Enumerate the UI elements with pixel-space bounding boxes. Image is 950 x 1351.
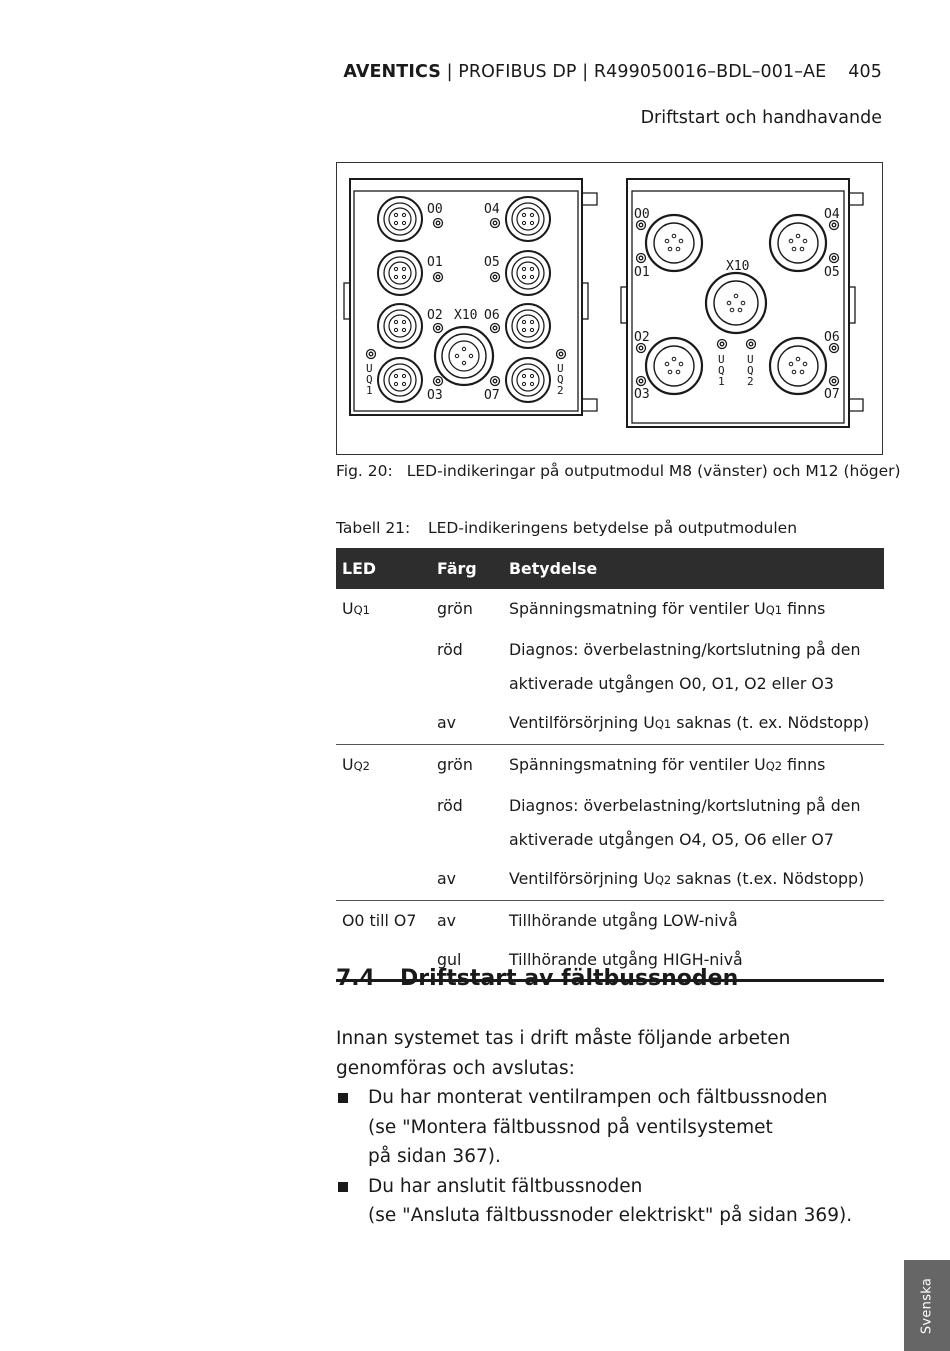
section-number: 7.4 bbox=[336, 966, 375, 991]
m8-label-o7: O7 bbox=[484, 388, 500, 403]
list-line: Du har anslutit fältbussnoden bbox=[368, 1175, 643, 1197]
chapter-header: Driftstart och handhavande bbox=[640, 108, 882, 128]
led-cell bbox=[336, 825, 431, 859]
color-cell bbox=[431, 825, 503, 859]
module-drawing bbox=[337, 163, 884, 456]
m12-label-o0: O0 bbox=[634, 207, 650, 222]
table-row bbox=[336, 745, 884, 787]
square-bullet-icon bbox=[338, 1093, 348, 1103]
language-tab bbox=[904, 1260, 950, 1351]
m8-uq2-2: 2 bbox=[557, 384, 564, 397]
intro-paragraph: Innan systemet tas i drift måste följande arbeten genomföras och avslutas: bbox=[336, 1028, 791, 1079]
meaning-cell: aktiverade utgången O0, O1, O2 eller O3 bbox=[509, 674, 834, 693]
list-item bbox=[336, 1172, 896, 1231]
led-subscript: Q1 bbox=[353, 603, 370, 617]
section-title: Driftstart av fältbussnoden bbox=[400, 966, 739, 991]
m8-uq1-q: Q bbox=[366, 373, 373, 386]
meaning-cell bbox=[503, 703, 884, 745]
figure-number: Fig. 20: bbox=[336, 462, 393, 480]
document-info: | PROFIBUS DP | R499050016–BDL–001–AE bbox=[440, 62, 827, 82]
meaning-subscript: Q1 bbox=[654, 717, 672, 731]
square-bullet-icon bbox=[338, 1182, 348, 1192]
meaning-cell: Diagnos: överbelastning/kortslutning på den bbox=[509, 796, 861, 815]
color-cell: av bbox=[431, 859, 503, 901]
m12-label-x10: X10 bbox=[726, 259, 750, 274]
meaning-subscript: Q2 bbox=[654, 873, 672, 887]
page-number: 405 bbox=[848, 62, 882, 82]
m8-uq1-1: 1 bbox=[366, 384, 373, 397]
table-row bbox=[336, 669, 884, 703]
m8-labels bbox=[366, 202, 564, 403]
m12-uq2-u: U bbox=[747, 353, 754, 366]
header-led: LED bbox=[336, 548, 431, 589]
table-header-row bbox=[336, 548, 884, 589]
meaning-cell: aktiverade utgången O4, O5, O6 eller O7 bbox=[509, 830, 834, 849]
color-cell: röd bbox=[437, 640, 463, 659]
m8-uq2-u: U bbox=[557, 362, 564, 375]
led-cell bbox=[336, 703, 431, 745]
brand-name: AVENTICS bbox=[343, 62, 441, 82]
meaning-text-end: finns bbox=[782, 755, 826, 774]
m12-uq2-2: 2 bbox=[747, 375, 754, 388]
list-item bbox=[336, 1083, 896, 1172]
led-cell bbox=[336, 630, 431, 669]
list-line: (se "Montera fältbussnod på ventilsystemet bbox=[368, 1116, 773, 1138]
table-row bbox=[336, 630, 884, 669]
m12-label-o3: O3 bbox=[634, 387, 650, 402]
header-meaning: Betydelse bbox=[503, 548, 884, 589]
m8-uq2-q: Q bbox=[557, 373, 564, 386]
table-row bbox=[336, 901, 884, 941]
led-name: U bbox=[342, 755, 354, 774]
m12-labels bbox=[634, 207, 840, 402]
table-row bbox=[336, 859, 884, 901]
m12-leds bbox=[637, 221, 839, 386]
color-cell: röd bbox=[437, 796, 463, 815]
meaning-cell: Tillhörande utgång LOW-nivå bbox=[509, 911, 738, 930]
meaning-text: Ventilförsörjning U bbox=[509, 869, 655, 888]
meaning-subscript: Q1 bbox=[765, 603, 783, 617]
led-subscript: Q2 bbox=[353, 759, 370, 773]
m8-label-o2: O2 bbox=[427, 308, 443, 323]
header-color: Färg bbox=[431, 548, 503, 589]
meaning-cell: Tillhörande utgång HIGH-nivå bbox=[503, 940, 884, 981]
meaning-text: Ventilförsörjning U bbox=[509, 713, 655, 732]
led-cell bbox=[336, 859, 431, 901]
meaning-cell bbox=[503, 745, 884, 787]
m12-label-o6: O6 bbox=[824, 330, 840, 345]
m8-connectors bbox=[378, 197, 550, 402]
table-title bbox=[336, 519, 797, 537]
language-label: Svenska bbox=[919, 1277, 935, 1334]
m12-label-o1: O1 bbox=[634, 265, 650, 280]
m12-label-o2: O2 bbox=[634, 330, 650, 345]
color-cell bbox=[431, 669, 503, 703]
m8-label-o4: O4 bbox=[484, 202, 500, 217]
m12-label-o7: O7 bbox=[824, 387, 840, 402]
meaning-text-end: saknas (t.ex. Nödstopp) bbox=[671, 869, 865, 888]
m8-label-o3: O3 bbox=[427, 388, 443, 403]
color-cell: av bbox=[437, 911, 457, 930]
m12-label-o5: O5 bbox=[824, 265, 840, 280]
led-figure bbox=[336, 162, 883, 455]
color-cell: gul bbox=[431, 940, 503, 981]
color-cell: grön bbox=[437, 599, 473, 618]
m12-uq2-q: Q bbox=[747, 364, 754, 377]
led-name: U bbox=[342, 599, 354, 618]
prerequisite-list bbox=[336, 1083, 896, 1231]
meaning-cell bbox=[503, 589, 884, 630]
table-row bbox=[336, 589, 884, 630]
figure-caption bbox=[336, 462, 901, 480]
m8-leds bbox=[367, 219, 566, 386]
meaning-text-end: saknas (t. ex. Nödstopp) bbox=[671, 713, 870, 732]
running-header bbox=[343, 62, 882, 82]
table-number: Tabell 21: bbox=[336, 519, 411, 537]
meaning-cell: Diagnos: överbelastning/kortslutning på den bbox=[509, 640, 861, 659]
m8-label-o0: O0 bbox=[427, 202, 443, 217]
m8-label-o1: O1 bbox=[427, 255, 443, 270]
table-row bbox=[336, 825, 884, 859]
meaning-text: Spänningsmatning för ventiler U bbox=[509, 599, 766, 618]
led-cell bbox=[336, 669, 431, 703]
m12-connectors bbox=[646, 215, 826, 394]
list-line: på sidan 367). bbox=[368, 1146, 501, 1167]
m12-uq1-1: 1 bbox=[718, 375, 725, 388]
list-line: Du har monterat ventilrampen och fältbussnoden bbox=[368, 1087, 828, 1108]
meaning-text: Spänningsmatning för ventiler U bbox=[509, 755, 766, 774]
led-cell: O0 till O7 bbox=[342, 911, 417, 930]
m12-uq1-q: Q bbox=[718, 364, 725, 377]
table-row bbox=[336, 703, 884, 745]
meaning-cell bbox=[503, 859, 884, 901]
meaning-subscript: Q2 bbox=[765, 759, 783, 773]
color-cell: grön bbox=[437, 755, 473, 774]
meaning-text-end: finns bbox=[782, 599, 826, 618]
table-row bbox=[336, 786, 884, 825]
led-cell bbox=[336, 745, 431, 787]
m8-label-x10: X10 bbox=[454, 308, 478, 323]
color-cell: av bbox=[431, 703, 503, 745]
m8-uq1-u: U bbox=[366, 362, 373, 375]
section-body bbox=[336, 1024, 896, 1231]
m8-label-o6: O6 bbox=[484, 308, 500, 323]
led-table bbox=[336, 548, 884, 982]
m12-label-o4: O4 bbox=[824, 207, 840, 222]
led-cell bbox=[336, 786, 431, 825]
list-line: (se "Ansluta fältbussnoder elektriskt" på sidan 369). bbox=[368, 1205, 853, 1226]
m8-label-o5: O5 bbox=[484, 255, 500, 270]
figure-caption-text: LED-indikeringar på outputmodul M8 (vänster) och M12 (höger) bbox=[406, 462, 901, 480]
m12-uq1-u: U bbox=[718, 353, 725, 366]
table-title-text: LED-indikeringens betydelse på outputmodulen bbox=[428, 519, 798, 537]
led-cell bbox=[336, 589, 431, 630]
section-heading bbox=[336, 966, 738, 991]
